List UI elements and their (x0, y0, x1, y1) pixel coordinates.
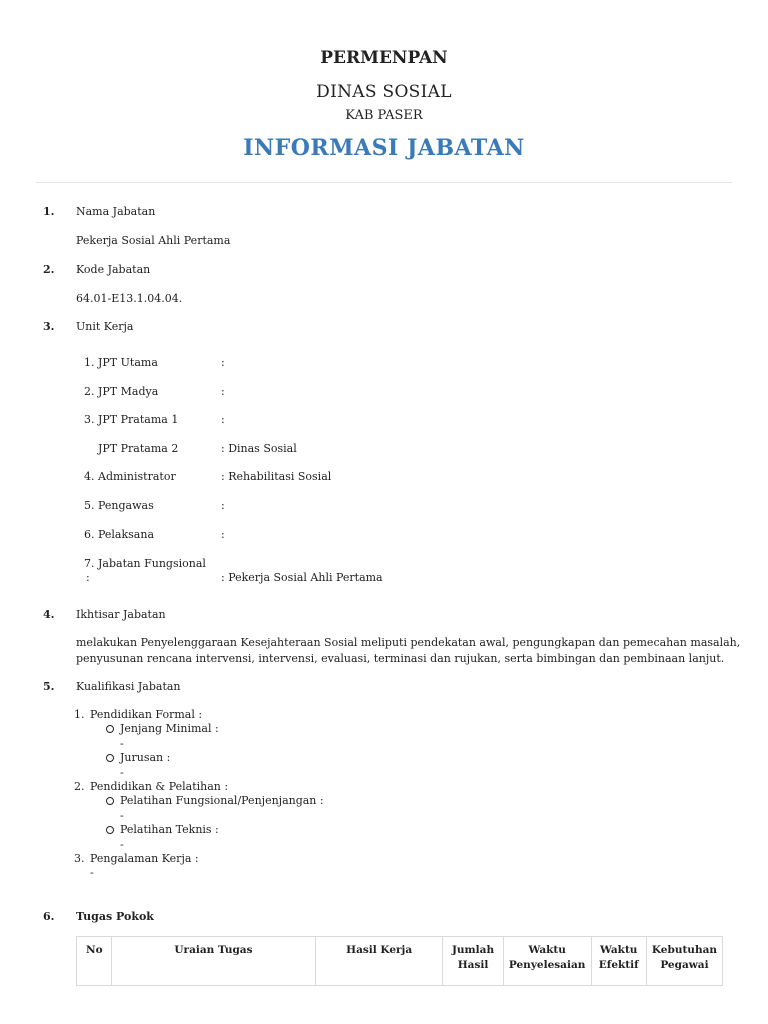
kualifikasi-jurusan: Jurusan : (120, 751, 171, 764)
unit-kerja-label: JPT Madya (98, 385, 159, 398)
unit-kerja-value: : Pekerja Sosial Ahli Pertama (221, 571, 383, 584)
kualifikasi-pelatihan-teknis: Pelatihan Teknis : (120, 823, 219, 836)
table-header-cell: Waktu Penyelesaian (503, 937, 591, 986)
table-header-cell: Jumlah Hasil (443, 937, 504, 986)
unit-kerja-value: : (221, 413, 225, 426)
doc-title-informasi-jabatan: INFORMASI JABATAN (243, 135, 525, 161)
kualifikasi-pelatihan-fungsional: Pelatihan Fungsional/Penjenjangan : (120, 794, 324, 807)
kualifikasi-pendidikan-formal: Pendidikan Formal : (90, 708, 203, 721)
kualifikasi-pelatihan-fungsional-value: - (120, 809, 124, 822)
unit-kerja-label: JPT Pratama 1 (98, 413, 179, 426)
doc-title-kab: KAB PASER (345, 108, 423, 123)
unit-kerja-value: : (221, 385, 225, 398)
table-header-cell: Hasil Kerja (316, 937, 443, 986)
kualifikasi-num: 3. (74, 852, 85, 865)
section-2-value: 64.01-E13.1.04.04. (76, 292, 183, 305)
table-header-cell: Waktu Efektif (591, 937, 646, 986)
header-divider (36, 182, 732, 183)
unit-kerja-num: 4. (84, 470, 95, 483)
table-header-cell: No (77, 937, 112, 986)
section-1-value: Pekerja Sosial Ahli Pertama (76, 234, 231, 247)
doc-title-dinas: DINAS SOSIAL (316, 82, 452, 102)
ikhtisar-line-2: penyusunan rencana intervensi, intervensi, evaluasi, terminasi dan rujukan, serta bimbingan dan pembinaan lanjut. (76, 652, 725, 665)
section-2-number: 2. (43, 263, 55, 276)
section-5-number: 5. (43, 680, 55, 693)
section-1-label: Nama Jabatan (76, 205, 156, 218)
unit-kerja-num: 1. (84, 356, 95, 369)
kualifikasi-pengalaman-value: - (90, 866, 94, 879)
unit-kerja-label-colon: : (86, 571, 90, 584)
section-6-number: 6. (43, 910, 55, 923)
bullet-circle-icon (106, 826, 114, 834)
doc-title-permenpan: PERMENPAN (320, 48, 448, 68)
section-3-label: Unit Kerja (76, 320, 134, 333)
kualifikasi-jenjang: Jenjang Minimal : (120, 722, 219, 735)
table-header-row (77, 937, 723, 986)
kualifikasi-pelatihan: Pendidikan & Pelatihan : (90, 780, 229, 793)
section-1-number: 1. (43, 205, 55, 218)
kualifikasi-pelatihan-teknis-value: - (120, 838, 124, 851)
section-4-label: Ikhtisar Jabatan (76, 608, 166, 621)
section-6-label: Tugas Pokok (76, 910, 154, 923)
kualifikasi-jurusan-value: - (120, 766, 124, 779)
unit-kerja-value: : (221, 528, 225, 541)
unit-kerja-label: JPT Pratama 2 (98, 442, 179, 455)
unit-kerja-value: : Dinas Sosial (221, 442, 297, 455)
section-2-label: Kode Jabatan (76, 263, 151, 276)
section-5-label: Kualifikasi Jabatan (76, 680, 181, 693)
kualifikasi-jenjang-value: - (120, 737, 124, 750)
unit-kerja-label: Pengawas (98, 499, 154, 512)
unit-kerja-num: 6. (84, 528, 95, 541)
table-header-cell: Kebutuhan Pegawai (646, 937, 722, 986)
unit-kerja-label: Pelaksana (98, 528, 155, 541)
unit-kerja-num: 3. (84, 413, 95, 426)
kualifikasi-num: 2. (74, 780, 85, 793)
bullet-circle-icon (106, 797, 114, 805)
ikhtisar-line-1: melakukan Penyelenggaraan Kesejahteraan Sosial meliputi pendekatan awal, pengungkapan dan pemecahan masalah, (76, 636, 741, 649)
unit-kerja-label: Jabatan Fungsional (98, 557, 206, 570)
section-4-number: 4. (43, 608, 55, 621)
unit-kerja-value: : (221, 356, 225, 369)
unit-kerja-value: : (221, 499, 225, 512)
unit-kerja-num: 2. (84, 385, 95, 398)
unit-kerja-label: JPT Utama (98, 356, 158, 369)
tugas-pokok-table (76, 936, 723, 986)
section-3-number: 3. (43, 320, 55, 333)
unit-kerja-num: 7. (84, 557, 95, 570)
unit-kerja-num: 5. (84, 499, 95, 512)
kualifikasi-pengalaman: Pengalaman Kerja : (90, 852, 199, 865)
kualifikasi-num: 1. (74, 708, 85, 721)
bullet-circle-icon (106, 725, 114, 733)
bullet-circle-icon (106, 754, 114, 762)
unit-kerja-label: Administrator (98, 470, 176, 483)
table-header-cell: Uraian Tugas (111, 937, 315, 986)
unit-kerja-value: : Rehabilitasi Sosial (221, 470, 332, 483)
